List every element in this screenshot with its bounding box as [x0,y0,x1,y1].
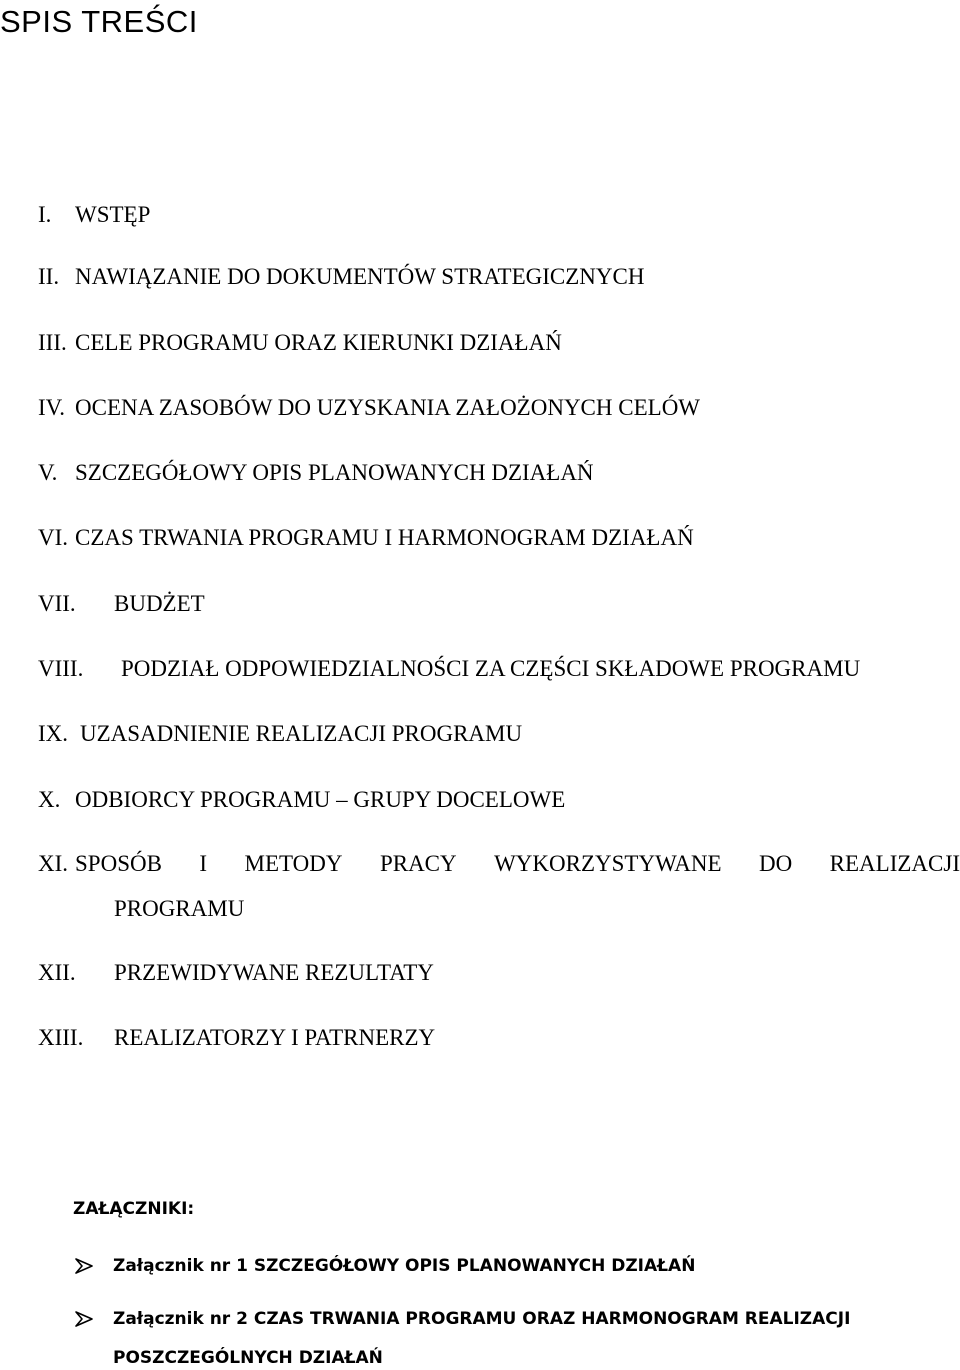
toc-entry-number: X. [38,787,61,812]
toc-entry-number: VII. [38,591,76,616]
toc-entry-label: WSTĘP [75,202,151,227]
toc-entry [0,958,960,988]
toc-entry-label-word: SPOSÓB [75,851,162,876]
attachment-item [73,1254,953,1278]
attachment-label: Załącznik nr 2 CZAS TRWANIA PROGRAMU ORAZ HARMONOGRAM REALIZACJI [113,1309,851,1329]
toc-entry-label: OCENA ZASOBÓW DO UZYSKANIA ZAŁOŻONYCH CELÓW [75,395,701,420]
toc-entry [0,849,960,919]
toc-entry [0,200,960,230]
toc-entry-number: II. [38,264,60,289]
toc-entry-label: PODZIAŁ ODPOWIEDZIALNOŚCI ZA CZĘŚCI SKŁADOWE PROGRAMU [121,656,861,681]
toc-entry [0,654,960,684]
toc-entry-number: III. [38,330,67,355]
toc-entry-label: REALIZATORZY I PATRNERZY [114,1025,436,1050]
toc-entry-label: CELE PROGRAMU ORAZ KIERUNKI DZIAŁAŃ [75,330,562,355]
toc-entry-label-word: DO [758,851,793,876]
arrowhead-bullet-icon [73,1307,95,1331]
toc-entry-label: CZAS TRWANIA PROGRAMU I HARMONOGRAM DZIAŁAŃ [75,525,694,550]
attachment-label: Załącznik nr 1 SZCZEGÓŁOWY OPIS PLANOWANYCH DZIAŁAŃ [113,1256,696,1276]
toc-entry [0,262,960,292]
toc-entry [0,1023,960,1053]
toc-entry [0,785,960,815]
toc-entry [0,393,960,423]
toc-entry-label-word: I [199,851,208,876]
toc-entry-number: VIII. [38,656,84,681]
arrowhead-bullet-icon [73,1254,95,1278]
toc-entry-label: UZASADNIENIE REALIZACJI PROGRAMU [80,721,523,746]
toc-entry-number: XIII. [38,1025,84,1050]
toc-entry-number: XII. [38,960,76,985]
toc-entry-number: IX. [38,721,69,746]
page-title: SPIS TREŚCI [0,4,198,39]
toc-entry-label: BUDŻET [114,591,205,616]
attachments-heading: ZAŁĄCZNIKI: [73,1199,195,1219]
toc-entry [0,523,960,553]
toc-entry [0,719,960,749]
toc-entry-label [75,849,960,879]
toc-entry [0,328,960,358]
attachment-label-continuation: POSZCZEGÓLNYCH DZIAŁAŃ [113,1348,383,1368]
toc-entry-number: V. [38,460,58,485]
toc-entry-number: XI. [38,851,69,876]
toc-entry-label-word: PRACY [379,851,457,876]
toc-entry [0,458,960,488]
toc-entry-label: ODBIORCY PROGRAMU – GRUPY DOCELOWE [75,787,566,812]
toc-entry-number: VI. [38,525,69,550]
toc-entry-label-word: REALIZACJI [829,851,960,876]
toc-entry-label: NAWIĄZANIE DO DOKUMENTÓW STRATEGICZNYCH [75,264,645,289]
toc-entry-number: IV. [38,395,66,420]
toc-entry-label: PRZEWIDYWANE REZULTATY [114,960,434,985]
toc-entry-label-word: WYKORZYSTYWANE [494,851,722,876]
attachment-item [73,1307,953,1368]
toc-entry-label-continuation: PROGRAMU [114,896,245,921]
toc-entry-label-word: METODY [244,851,343,876]
toc-entry-number: I. [38,202,52,227]
toc-entry-label: SZCZEGÓŁOWY OPIS PLANOWANYCH DZIAŁAŃ [75,460,594,485]
toc-entry [0,589,960,619]
